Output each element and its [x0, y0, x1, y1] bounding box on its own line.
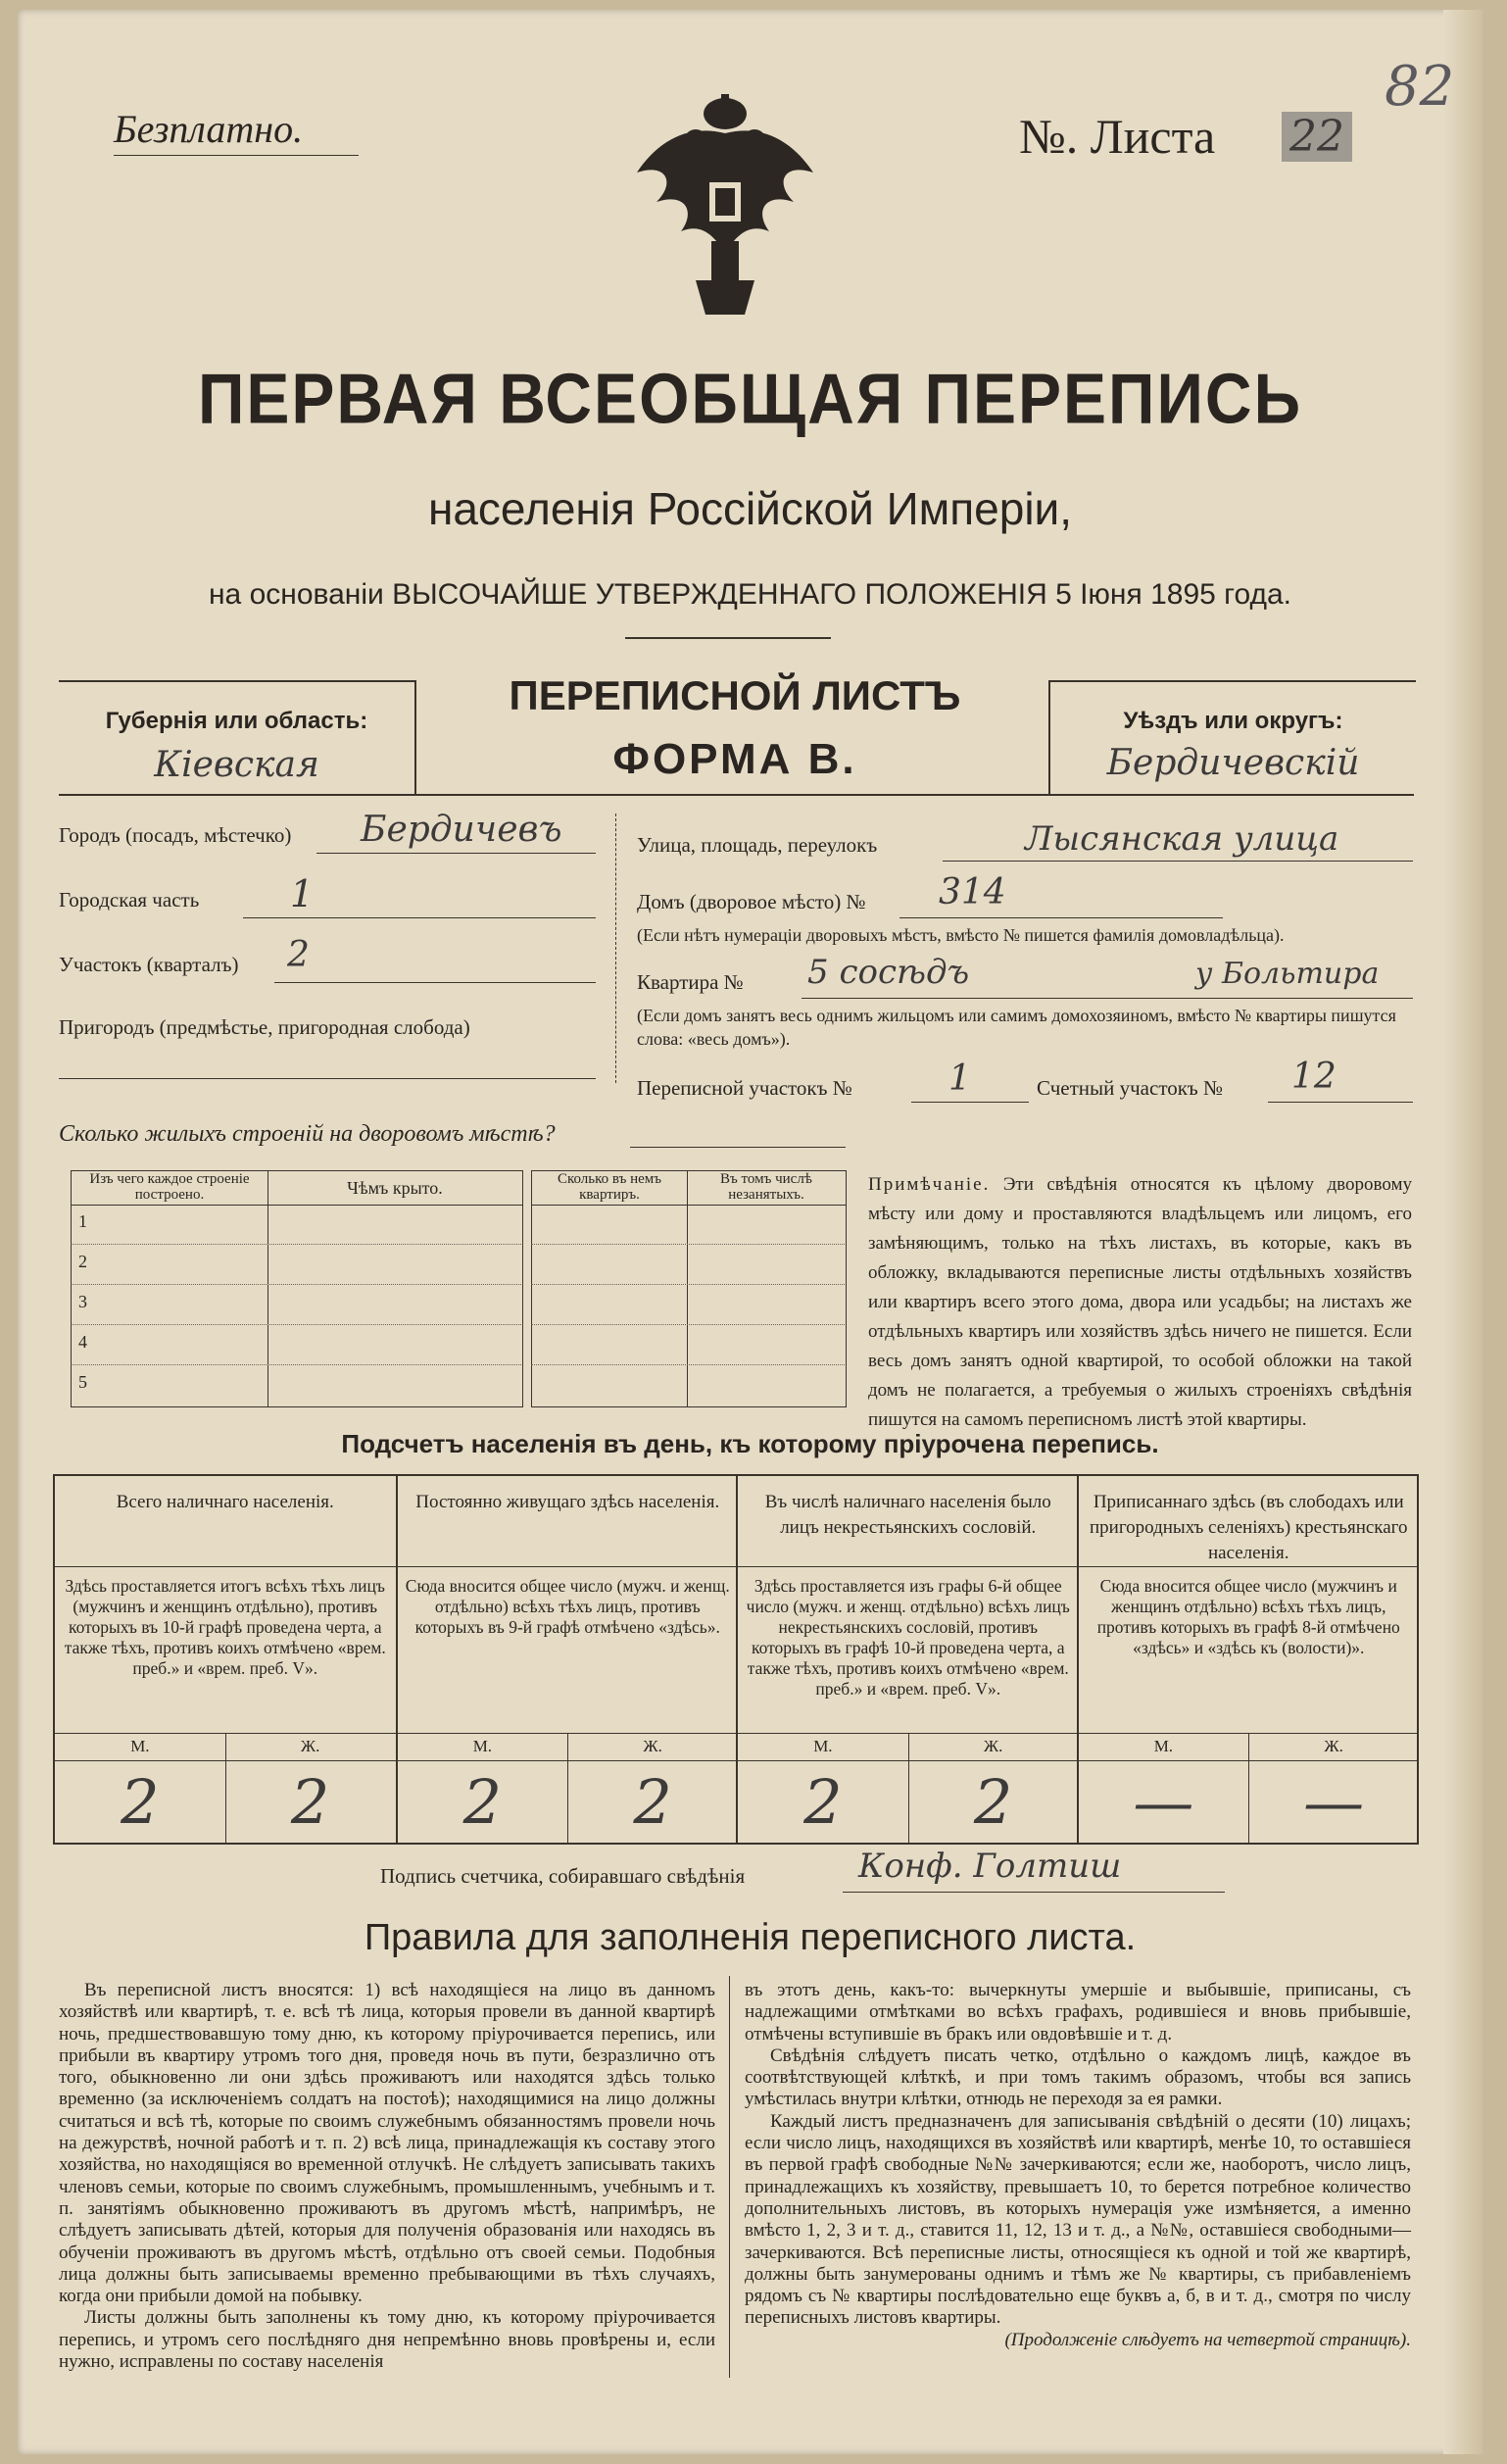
- count-column-description: Сюда вносится общее число (мужч. и женщ. отдѣльно) всѣхъ тѣхъ лицъ, противъ которыхъ въ 9-й графѣ отмѣчено «здѣсь».: [405, 1576, 730, 1637]
- male-label: М.: [472, 1737, 493, 1755]
- buildings-right-divider: [687, 1205, 688, 1406]
- city-line: [316, 853, 596, 854]
- female-label: Ж.: [1324, 1737, 1343, 1755]
- city-part-value: 1: [290, 872, 315, 915]
- suburb-label: Пригородъ (предмѣстье, пригородная слобода): [59, 1015, 470, 1039]
- male-count: 2: [462, 1766, 503, 1838]
- building-row-rule: [531, 1324, 845, 1325]
- imperial-eagle-emblem: [627, 94, 823, 320]
- corner-number: 82: [1385, 55, 1455, 119]
- free-underline: [114, 155, 359, 156]
- count-column: [736, 1476, 1079, 1843]
- count-area-line: [1268, 1102, 1413, 1103]
- house-label: Домъ (дворовое мѣсто) №: [637, 890, 866, 913]
- city-part-line: [243, 917, 596, 918]
- count-column-heading: Приписаннаго здѣсь (въ слободахъ или пригородныхъ селеніяхъ) крестьянскаго населенія.: [1089, 1492, 1408, 1563]
- apartment-note: (Если домъ занятъ весь однимъ жильцомъ или самимъ домохозяиномъ, вмѣсто № квартиры пишутся слова: «весь домъ»).: [637, 1006, 1396, 1049]
- buildings-table-left: [71, 1170, 523, 1407]
- census-title: ПЕРВАЯ ВСЕОБЩАЯ ПЕРЕПИСЬ: [197, 358, 1303, 438]
- street-line: [943, 861, 1413, 862]
- rules-right-paragraph: Свѣдѣнія слѣдуетъ писать четко, отдѣльно о каждомъ лицѣ, каждое въ соотвѣтствующей клѣткѣ, и при томъ такимъ образомъ, чтобы вся запись умѣстилась внутри клѣтки, отнюдь не переходя за ея рамки.: [745, 2045, 1411, 2110]
- buildings-table: [57, 1170, 846, 1407]
- rules-right-column: [745, 1980, 1411, 2351]
- building-row-rule: [531, 1244, 845, 1245]
- roof-header: Чѣмъ крыто.: [267, 1171, 522, 1206]
- apartments-count-header: Сколько въ немъ квартиръ.: [532, 1171, 688, 1206]
- note-body: Эти свѣдѣнія относятся къ цѣлому дворовому мѣсту или дому и проставляются владѣльцемъ или лицомъ, его замѣняющимъ, только на тѣхъ листахъ, въ которые, какъ въ обложку, вкладываются переписные листы отдѣльныхъ хозяйствъ или квартиръ всего этого дома, двора или усадьбы; на листахъ же отдѣльныхъ квартиръ или хозяйствъ здѣсь ничего не пишется. Если весь домъ занятъ одной квартирой, то особой обложки на такой домъ не полагается, а требуемыя о жилыхъ строеніяхъ свѣдѣнія пишутся на самомъ переписномъ листѣ этой квартиры.: [868, 1174, 1412, 1430]
- count-column-description: Здѣсь проставляется изъ графы 6-й общее число (мужч. и женщ. отдѣльно) всѣхъ лицъ некрестьянскихъ сословій, противъ которыхъ въ графѣ 10-й проведена черта, а также тѣхъ, противъ коихъ отмѣчено «врем. преб.» и «врем. преб. V».: [746, 1576, 1070, 1699]
- rules-continued: (Продолженіе слѣдуетъ на четвертой страницѣ).: [1004, 2329, 1411, 2350]
- buildings-left-divider: [267, 1205, 268, 1406]
- rules-left-column: [59, 1980, 715, 2373]
- district-label: Участокъ (кварталъ): [59, 953, 239, 976]
- female-count: —: [1303, 1766, 1365, 1838]
- female-label: Ж.: [983, 1737, 1003, 1755]
- census-subtitle: населенія Россійской Имперіи,: [427, 483, 1073, 534]
- rules-left-paragraph: Въ переписной листъ вносятся: 1) всѣ находящіеся на лицо въ данномъ хозяйствѣ или квартирѣ, т. е. всѣ тѣ лица, которыя провели въ данной квартирѣ ночь, предшествовавшую тому дню, къ которому пріурочивается перепись, или прибыли въ квартиру утромъ того дня, проведя ночь въ пути, безразлично отъ того, обыкновенно ли они здѣсь проживаютъ или находятся здѣсь только временно (за исключеніемъ солдатъ на постоѣ); находящимися на лицо должны считаться и всѣ тѣ, которые по своимъ служебнымъ обязанностямъ провели ночь на дежурствѣ, ночной работѣ и т. п. 2) всѣ лица, принадлежащія къ составу этого хозяйства, но находящіяся во временной отлучкѣ. Не слѣдуетъ записывать такихъ членовъ семьи, которые по своимъ служебнымъ, промышленнымъ, учебнымъ и т. п. занятіямъ обыкновенно проживаютъ въ другомъ мѣстѣ, напримѣръ, не слѣдуетъ записывать дѣтей, которыя для полученія образованія или находясь въ обученіи проживаютъ въ другомъ мѣстѣ, отдѣльно отъ своей семьи. Подобныя лица должны быть записываемы временно пребывающими въ тѣхъ случаяхъ, когда они прибыли домой на побывку.: [59, 1980, 715, 2307]
- enumerator-signature: Конф. Голтиш: [858, 1847, 1122, 1886]
- count-column-heading: Постоянно живущаго здѣсь населенія.: [415, 1492, 720, 1512]
- male-count: 2: [803, 1766, 843, 1838]
- female-count: 2: [633, 1766, 672, 1838]
- count-column-description: Здѣсь проставляется итогъ всѣхъ тѣхъ лицъ (мужчинъ и женщинъ отдѣльно), противъ которыхъ въ 10-й графѣ проведена черта, а также тѣхъ, противъ коихъ отмѣчено «врем. преб.» и «врем. преб. V».: [64, 1576, 386, 1678]
- city-label: Городъ (посадъ, мѣстечко): [59, 823, 292, 847]
- building-row-number: 5: [78, 1372, 87, 1392]
- apartment-line: [802, 998, 1413, 999]
- count-column: [55, 1476, 396, 1843]
- rules-column-divider: [729, 1976, 730, 2378]
- vacant-header: Въ томъ числѣ незанятыхъ.: [687, 1171, 846, 1206]
- rules-right-paragraph: въ этотъ день, какъ-то: вычеркнуты умершіе и выбывшіе, приписаны, съ надлежащими отмѣтками во всѣхъ графахъ, родившіеся и вновь прибывшіе, отмѣчены вступившіе въ бракъ или овдовѣвшіе и т. д.: [745, 1980, 1411, 2045]
- count-column: [1077, 1476, 1420, 1843]
- count-heading-rule: [1079, 1566, 1420, 1567]
- sheet-title: ПЕРЕПИСНОЙ ЛИСТЪ: [509, 672, 961, 718]
- city-part-label: Городская часть: [59, 888, 200, 912]
- male-count: 2: [121, 1766, 160, 1838]
- uezd-label: Уѣздъ или округъ:: [1123, 708, 1343, 734]
- gubernia-value: Кіевская: [154, 745, 319, 785]
- count-title: Подсчетъ населенія въ день, къ которому пріурочена перепись.: [341, 1429, 1159, 1458]
- signature-line: [843, 1892, 1225, 1893]
- suburb-line: [59, 1078, 596, 1079]
- female-count: 2: [973, 1766, 1013, 1838]
- count-column-description: Сюда вносится общее число (мужчинъ и женщинъ отдѣльно) всѣхъ тѣхъ лицъ, противъ которыхъ въ графѣ 8-й отмѣчено «здѣсь» и «здѣсь къ (волости)».: [1096, 1576, 1400, 1657]
- building-row-number: 3: [78, 1292, 87, 1311]
- buildings-note: [868, 1170, 1412, 1435]
- building-material-header: Изъ чего каждое строеніе построено.: [72, 1171, 268, 1206]
- street-label: Улица, площадь, переулокъ: [637, 833, 878, 857]
- count-heading-rule: [738, 1566, 1079, 1567]
- gubernia-label: Губернія или область:: [105, 708, 368, 734]
- building-row-rule: [71, 1324, 521, 1325]
- census-area-line: [911, 1102, 1029, 1103]
- count-column-heading: Всего наличнаго населенія.: [116, 1492, 334, 1512]
- sheet-number-value: 22: [1282, 112, 1352, 162]
- form-header-bottom-rule: [59, 794, 1414, 796]
- rules-left-paragraph: Листы должны быть заполнены къ тому дню, къ которому пріурочивается перепись, и утромъ сего послѣдняго дня непремѣнно вновь провѣрены и, если нужно, исправлены по составу населенія: [59, 2307, 715, 2373]
- building-row-rule: [531, 1364, 845, 1365]
- building-row-rule: [71, 1284, 521, 1285]
- count-column: [396, 1476, 739, 1843]
- rules-right-paragraph: Каждый листъ предназначенъ для записыванія свѣдѣній о десяти (10) лицахъ; если число лицъ, находящихся въ хозяйствѣ или квартирѣ, менѣе 10, то оставшіеся въ первой графѣ свободные №№ зачеркиваются; если же, наоборотъ, число лицъ, принадлежащихъ къ хозяйству, превышаетъ 10, то берется потребное количество дополнительныхъ листовъ, въ которыхъ нумерація уже измѣняется, а именно вмѣсто 1, 2, 3 и т. д., ставится 11, 12, 13 и т. д., а №№, оставшіеся свободными—зачеркиваются. Всѣ переписные листы, относящіеся къ одной и той же квартирѣ, должны быть занумерованы однимъ и тѣмъ же № квартиры, съ прибавленіемъ рядомъ съ № квартиры послѣдовательно еще буквъ а, б, в и т. д., смотря по числу переписныхъ листовъ квартиры.: [745, 2110, 1411, 2329]
- buildings-question: Сколько жилыхъ строеній на дворовомъ мѣстѣ?: [59, 1121, 556, 1147]
- house-note: (Если нѣтъ нумераціи дворовыхъ мѣстъ, вмѣсто № пишется фамилія домовладѣльца).: [637, 925, 1285, 945]
- buildings-table-right: [531, 1170, 847, 1407]
- female-label: Ж.: [643, 1737, 662, 1755]
- building-row-rule: [531, 1284, 845, 1285]
- count-column-heading: Въ числѣ наличнаго населенія было лицъ некрестьянскихъ сословій.: [764, 1492, 1051, 1538]
- population-count-table: [53, 1474, 1419, 1845]
- building-row-rule: [71, 1244, 521, 1245]
- apartment-extra: у Больтира: [1195, 957, 1380, 991]
- male-label: М.: [130, 1737, 150, 1755]
- city-value: Бердичевъ: [361, 810, 562, 850]
- female-count: 2: [290, 1766, 330, 1838]
- census-area-label: Переписной участокъ №: [637, 1076, 852, 1100]
- count-area-value: 12: [1291, 1057, 1337, 1097]
- building-row-rule: [71, 1364, 521, 1365]
- house-value: 314: [939, 872, 1006, 912]
- buildings-answer-line: [630, 1147, 846, 1148]
- sheet-number-label: №. Листа: [1019, 109, 1216, 164]
- house-line: [899, 917, 1223, 918]
- building-row-number: 1: [78, 1211, 87, 1231]
- uezd-box: [1048, 680, 1416, 796]
- count-heading-rule: [55, 1566, 396, 1567]
- district-line: [274, 982, 596, 983]
- gubernia-box: [59, 680, 416, 796]
- street-value: Лысянская улица: [1025, 819, 1339, 859]
- uezd-value: Бердичевскій: [1106, 743, 1360, 783]
- address-column-divider: [615, 813, 616, 1083]
- male-count: —: [1133, 1766, 1194, 1838]
- title-divider: [625, 637, 831, 639]
- rules-title: Правила для заполненія переписного листа.: [364, 1917, 1137, 1958]
- count-heading-rule: [398, 1566, 739, 1567]
- signature-label: Подпись счетчика, собиравшаго свѣдѣнія: [380, 1864, 746, 1888]
- building-row-number: 4: [78, 1332, 87, 1352]
- apartment-label: Квартира №: [637, 970, 744, 994]
- legal-basis: на основаніи ВЫСОЧАЙШЕ УТВЕРЖДЕННАГО ПОЛОЖЕНІЯ 5 Іюня 1895 года.: [208, 578, 1291, 611]
- census-area-value: 1: [948, 1059, 971, 1099]
- male-label: М.: [1153, 1737, 1174, 1755]
- district-value: 2: [287, 935, 310, 975]
- census-sheet-page: [18, 10, 1483, 2454]
- building-row-number: 2: [78, 1252, 87, 1271]
- free-label: Безплатно.: [114, 107, 304, 151]
- female-label: Ж.: [300, 1737, 320, 1755]
- form-letter: ФОРМА В.: [612, 735, 857, 783]
- note-heading: Примѣчаніе.: [868, 1174, 991, 1195]
- count-area-label: Счетный участокъ №: [1037, 1076, 1224, 1100]
- apartment-value: 5 сосѣдъ: [807, 953, 970, 992]
- male-label: М.: [813, 1737, 833, 1755]
